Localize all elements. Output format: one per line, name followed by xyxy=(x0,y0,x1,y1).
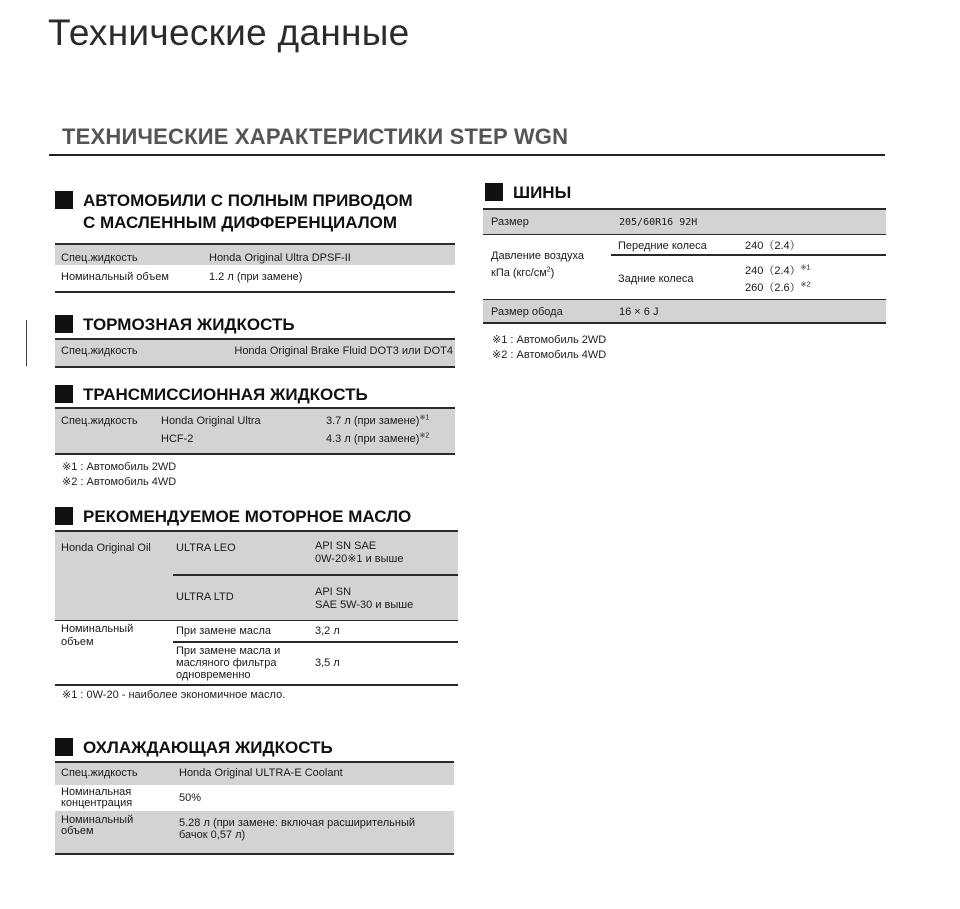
section-bullet-icon xyxy=(55,507,73,525)
coolant-heading: ОХЛАЖДАЮЩАЯ ЖИДКОСТЬ xyxy=(83,738,333,757)
oil-volume-label: Номинальный объем xyxy=(61,623,134,648)
table-bottom-rule xyxy=(55,366,455,368)
brake-section xyxy=(55,314,295,336)
spec-title: ТЕХНИЧЕСКИЕ ХАРАКТЕРИСТИКИ STEP WGN xyxy=(62,124,569,149)
pressure-label: Давление воздуха кПа $(кгс/см^2)$ xyxy=(491,250,585,279)
oil-spec-2: API SN SAE 5W-30 и выше xyxy=(315,586,414,611)
oil-table xyxy=(55,530,458,690)
transmission-label: Спец.жидкость xyxy=(61,415,138,427)
front-value: 240（2.4） xyxy=(745,240,801,252)
section-bullet-icon xyxy=(485,183,503,201)
page-title: Технические данные xyxy=(48,12,410,53)
oil-spec-1: API SN SAE 0W-20※1 и выше xyxy=(315,540,404,565)
section-bullet-icon xyxy=(55,385,73,403)
tires-note-2: ※2 : Автомобиль 4WD xyxy=(492,349,607,361)
rear-label: Задние колеса xyxy=(618,273,694,285)
awd-heading-line2: С МАСЛЕННЫМ ДИФФЕРЕНЦИАЛОМ xyxy=(83,213,398,232)
transmission-volume-1: 3.7 л (при замене)$^{※1}$ xyxy=(326,414,430,427)
tire-size-label: Размер xyxy=(491,216,529,228)
oil-brand: Honda Original Oil xyxy=(61,542,151,554)
title-divider xyxy=(49,154,885,156)
coolant-label-3: Номинальный объем xyxy=(61,814,134,837)
rim-value: 16 × 6 J xyxy=(619,306,659,318)
awd-label-volume: Номинальный объем xyxy=(61,271,169,283)
rim-label: Размер обода xyxy=(491,306,563,318)
transmission-section xyxy=(55,384,368,406)
awd-table xyxy=(55,243,455,293)
tires-section xyxy=(485,182,571,204)
oil-section xyxy=(55,506,411,528)
oil-heading: РЕКОМЕНДУЕМОЕ МОТОРНОЕ МАСЛО xyxy=(83,507,412,526)
brake-value: Honda Original Brake Fluid DOT3 или DOT4 xyxy=(234,345,453,357)
oil-cond-1-value: 3,2 л xyxy=(315,625,340,637)
row-divider xyxy=(483,234,886,235)
oil-note: ※1 : 0W-20 - наиболее экономичное масло. xyxy=(62,689,286,701)
coolant-value-2: 50% xyxy=(179,792,202,804)
oil-grade-2: ULTRA LTD xyxy=(176,591,234,603)
transmission-volume-2: 4.3 л (при замене)$^{※2}$ xyxy=(326,432,430,445)
section-bullet-icon xyxy=(55,191,73,209)
transmission-note-1: ※1 : Автомобиль 2WD xyxy=(62,461,177,473)
transmission-name-1: Honda Original Ultra xyxy=(161,415,261,427)
tire-size-value: 205/60R16 92H xyxy=(619,217,698,228)
coolant-label-2: Номинальная концентрация xyxy=(61,786,133,809)
front-label: Передние колеса xyxy=(618,240,707,252)
transmission-name-2: HCF-2 xyxy=(161,433,194,445)
brake-label: Спец.жидкость xyxy=(61,345,138,357)
table-bottom-rule xyxy=(55,684,458,686)
table-bottom-rule xyxy=(55,291,455,293)
oil-cond-2: При замене масла и масляного фильтра одновременно xyxy=(176,645,281,681)
coolant-section xyxy=(55,737,333,759)
oil-cond-2-value: 3,5 л xyxy=(315,657,340,669)
oil-grade-1: ULTRA LEO xyxy=(176,542,236,554)
awd-value-fluid: Honda Original Ultra DPSF-II xyxy=(209,252,351,264)
rear-value-1: $240(2.4)^{※1}$ xyxy=(745,264,811,277)
brake-table xyxy=(55,338,455,370)
transmission-table xyxy=(55,407,455,457)
table-bottom-rule xyxy=(55,853,454,855)
table-bottom-rule xyxy=(55,453,455,455)
transmission-heading: ТРАНСМИССИОННАЯ ЖИДКОСТЬ xyxy=(83,385,368,404)
awd-heading xyxy=(55,190,413,234)
coolant-value-1: Honda Original ULTRA-E Coolant xyxy=(179,767,343,779)
tires-note-1: ※1 : Автомобиль 2WD xyxy=(492,334,607,346)
coolant-table xyxy=(55,761,454,857)
brake-heading: ТОРМОЗНАЯ ЖИДКОСТЬ xyxy=(83,315,295,334)
oil-cond-1: При замене масла xyxy=(176,625,272,637)
table-bottom-rule xyxy=(483,322,886,324)
row-divider xyxy=(173,641,458,643)
row-divider xyxy=(173,574,458,576)
coolant-label-1: Спец.жидкость xyxy=(61,767,138,779)
coolant-value-3: 5.28 л (при замене: включая расширительный бачок 0,57 л) xyxy=(179,817,416,841)
section-bullet-icon xyxy=(55,738,73,756)
awd-section xyxy=(55,190,413,234)
text-cursor xyxy=(26,320,27,366)
row-divider xyxy=(611,254,886,256)
section-bullet-icon xyxy=(55,315,73,333)
tires-heading: ШИНЫ xyxy=(513,183,572,202)
transmission-note-2: ※2 : Автомобиль 4WD xyxy=(62,476,177,488)
awd-value-volume: 1.2 л (при замене) xyxy=(209,271,303,283)
row-divider xyxy=(55,620,458,621)
awd-heading-line1: АВТОМОБИЛИ С ПОЛНЫМ ПРИВОДОМ xyxy=(83,191,413,210)
rear-value-2: $260(2.6)^{※2}$ xyxy=(745,281,811,294)
tires-table xyxy=(483,208,886,326)
awd-label-fluid: Спец.жидкость xyxy=(61,252,138,264)
